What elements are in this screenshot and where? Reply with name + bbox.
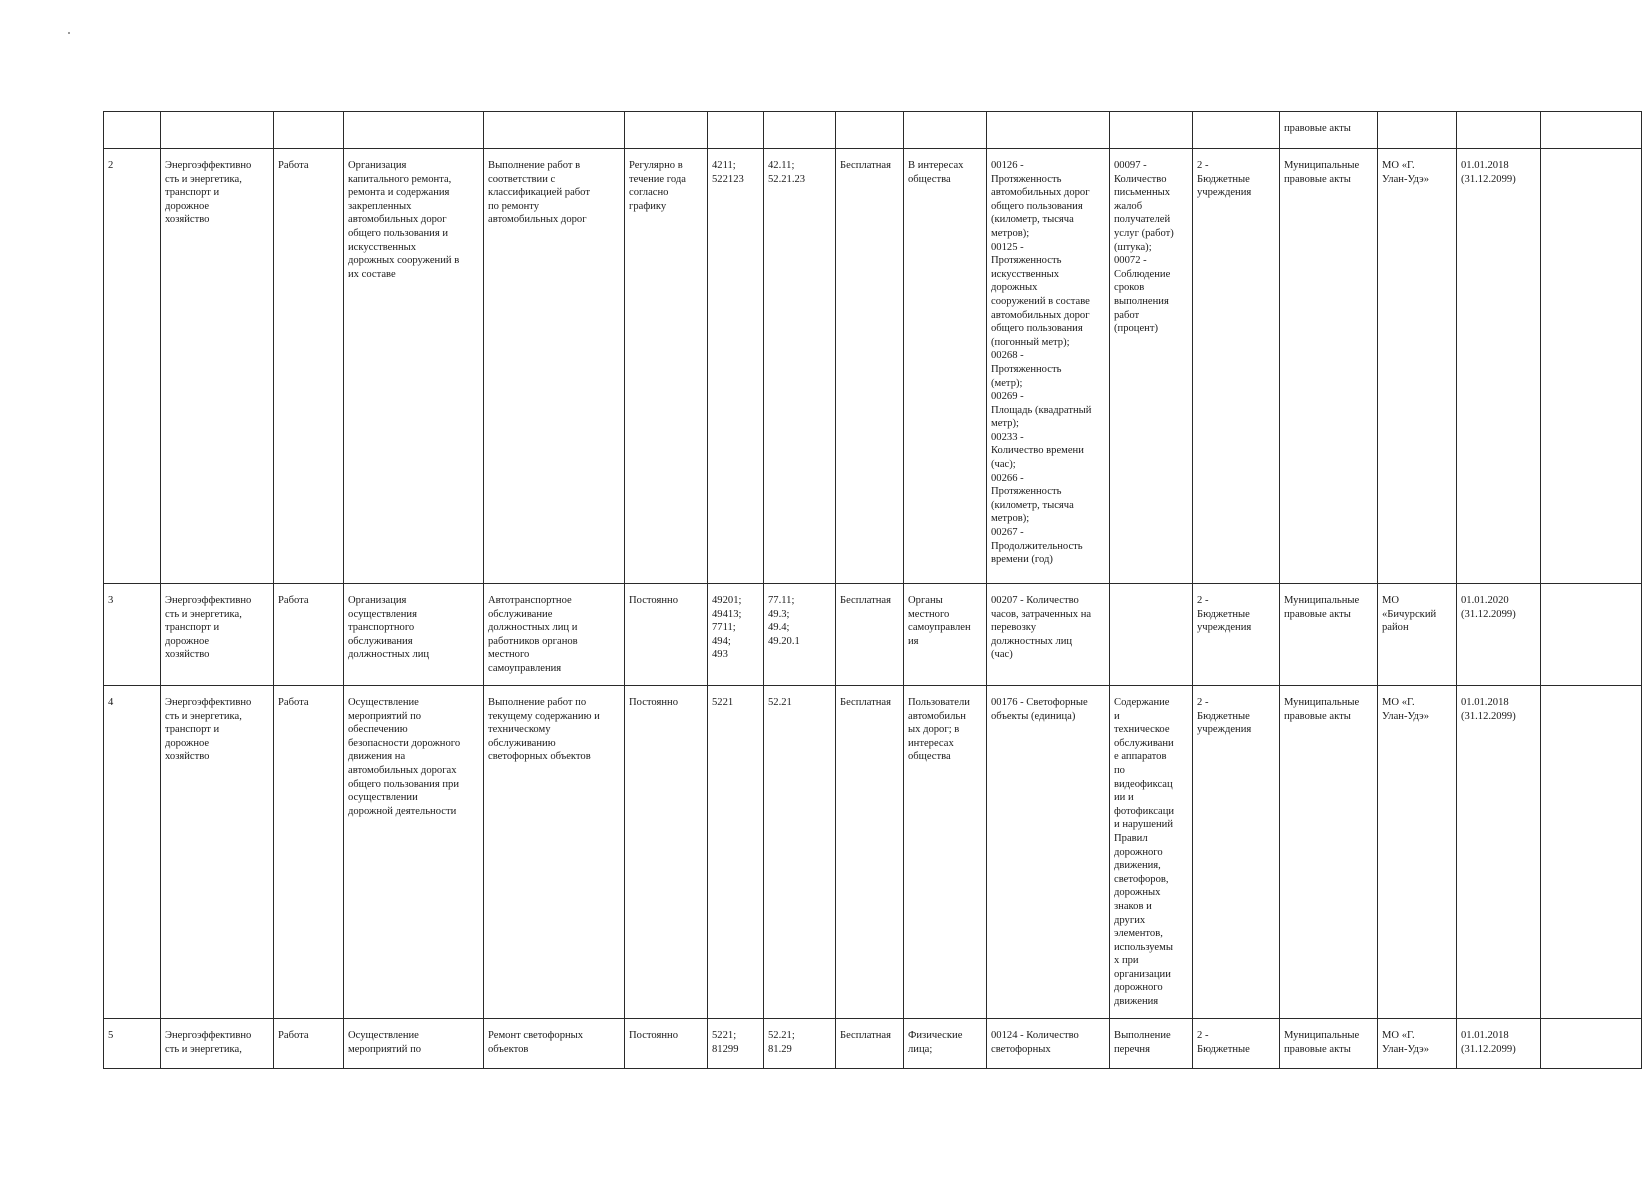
cell-municipality: МО «Бичурский район xyxy=(1378,584,1457,686)
table-row xyxy=(104,584,1642,686)
cell-extra xyxy=(1541,686,1642,1019)
cell-empty xyxy=(344,112,484,149)
cell-volume-indicators: 00176 - Светофорные объекты (единица) xyxy=(987,686,1110,1019)
cell-empty xyxy=(987,112,1110,149)
cell-sphere: Энергоэффективно сть и энергетика, транспорт и дорожное хозяйство xyxy=(161,584,274,686)
cell-empty xyxy=(104,112,161,149)
cell-okved: 49201; 49413; 7711; 494; 493 xyxy=(708,584,764,686)
cell-legal-acts: Муниципальные правовые акты xyxy=(1280,584,1378,686)
cell-quality-indicators: 00097 - Количество письменных жалоб получателей услуг (работ) (штука); 00072 - Соблюдение сроков выполнения работ (процент) xyxy=(1110,149,1193,584)
cell-empty xyxy=(904,112,987,149)
cell-institution-type: 2 - Бюджетные xyxy=(1193,1019,1280,1069)
cell-type: Работа xyxy=(274,584,344,686)
cell-name: Организация капитального ремонта, ремонта и содержания закрепленных автомобильных дорог общего пользования и искусственных дорожных сооружений в их составе xyxy=(344,149,484,584)
cell-type: Работа xyxy=(274,1019,344,1069)
cell-empty xyxy=(274,112,344,149)
cell-content: Выполнение работ в соответствии с классификацией работ по ремонту автомобильных дорог xyxy=(484,149,625,584)
cell-extra xyxy=(1541,149,1642,584)
table-row xyxy=(104,1019,1642,1069)
cell-conditions: Постоянно xyxy=(625,584,708,686)
cell-empty xyxy=(1457,112,1541,149)
cell-quality-indicators xyxy=(1110,584,1193,686)
cell-municipality: МО «Г. Улан-Удэ» xyxy=(1378,686,1457,1019)
cell-number: 5 xyxy=(104,1019,161,1069)
cell-empty xyxy=(764,112,836,149)
cell-empty xyxy=(1541,112,1642,149)
cell-okved: 5221 xyxy=(708,686,764,1019)
cell-okved2: 52.21; 81.29 xyxy=(764,1019,836,1069)
cell-sphere: Энергоэффективно сть и энергетика, транспорт и дорожное хозяйство xyxy=(161,149,274,584)
cell-dates: 01.01.2018 (31.12.2099) xyxy=(1457,1019,1541,1069)
cell-type: Работа xyxy=(274,149,344,584)
cell-municipality: МО «Г. Улан-Удэ» xyxy=(1378,1019,1457,1069)
cell-legal-acts: Муниципальные правовые акты xyxy=(1280,149,1378,584)
registry-table xyxy=(103,111,1642,1069)
cell-legal-acts: Муниципальные правовые акты xyxy=(1280,686,1378,1019)
cell-legal-acts-fragment: правовые акты xyxy=(1280,112,1378,149)
cell-volume-indicators: 00126 - Протяженность автомобильных дорог общего пользования (километр, тысяча метров); 00125 - Протяженность искусственных дорожных сооружений в составе автомобильных дорог общего пользования (погонный метр); 00268 - Протяженность (метр); 00269 - Площадь (квадратный метр); 00233 - Количество времени (час); 00266 - Протяженность (километр, тысяча метров); 00267 - Продолжительность времени (год) xyxy=(987,149,1110,584)
cell-volume-indicators: 00124 - Количество светофорных xyxy=(987,1019,1110,1069)
cell-volume-indicators: 00207 - Количество часов, затраченных на перевозку должностных лиц (час) xyxy=(987,584,1110,686)
cell-content: Выполнение работ по текущему содержанию и техническому обслуживанию светофорных объектов xyxy=(484,686,625,1019)
cell-payment: Бесплатная xyxy=(836,584,904,686)
cell-dates: 01.01.2018 (31.12.2099) xyxy=(1457,149,1541,584)
cell-quality-indicators: Выполнение перечня xyxy=(1110,1019,1193,1069)
cell-okved2: 42.11; 52.21.23 xyxy=(764,149,836,584)
cell-extra xyxy=(1541,1019,1642,1069)
cell-type: Работа xyxy=(274,686,344,1019)
scan-speck xyxy=(68,32,70,34)
cell-payment: Бесплатная xyxy=(836,1019,904,1069)
cell-name: Организация осуществления транспортного обслуживания должностных лиц xyxy=(344,584,484,686)
cell-extra xyxy=(1541,584,1642,686)
cell-okved2: 52.21 xyxy=(764,686,836,1019)
cell-sphere: Энергоэффективно сть и энергетика, транспорт и дорожное хозяйство xyxy=(161,686,274,1019)
cell-empty xyxy=(161,112,274,149)
cell-consumers: Физические лица; xyxy=(904,1019,987,1069)
cell-empty xyxy=(836,112,904,149)
cell-conditions: Регулярно в течение года согласно графику xyxy=(625,149,708,584)
cell-consumers: Пользователи автомобильн ых дорог; в интересах общества xyxy=(904,686,987,1019)
cell-empty xyxy=(484,112,625,149)
cell-content: Ремонт светофорных объектов xyxy=(484,1019,625,1069)
cell-institution-type: 2 - Бюджетные учреждения xyxy=(1193,149,1280,584)
table-row-header-fragment xyxy=(104,112,1642,149)
cell-name: Осуществление мероприятий по обеспечению безопасности дорожного движения на автомобильных дорогах общего пользования при осуществлении дорожной деятельности xyxy=(344,686,484,1019)
table-row xyxy=(104,149,1642,584)
cell-sphere: Энергоэффективно сть и энергетика, xyxy=(161,1019,274,1069)
cell-empty xyxy=(708,112,764,149)
cell-consumers: В интересах общества xyxy=(904,149,987,584)
cell-okved2: 77.11; 49.3; 49.4; 49.20.1 xyxy=(764,584,836,686)
cell-legal-acts: Муниципальные правовые акты xyxy=(1280,1019,1378,1069)
cell-empty xyxy=(1193,112,1280,149)
cell-dates: 01.01.2020 (31.12.2099) xyxy=(1457,584,1541,686)
cell-payment: Бесплатная xyxy=(836,686,904,1019)
cell-content: Автотранспортное обслуживание должностных лиц и работников органов местного самоуправления xyxy=(484,584,625,686)
table-row xyxy=(104,686,1642,1019)
cell-institution-type: 2 - Бюджетные учреждения xyxy=(1193,584,1280,686)
cell-conditions: Постоянно xyxy=(625,686,708,1019)
cell-municipality: МО «Г. Улан-Удэ» xyxy=(1378,149,1457,584)
cell-institution-type: 2 - Бюджетные учреждения xyxy=(1193,686,1280,1019)
cell-number: 2 xyxy=(104,149,161,584)
cell-empty xyxy=(1110,112,1193,149)
cell-okved: 5221; 81299 xyxy=(708,1019,764,1069)
cell-consumers: Органы местного самоуправлен ия xyxy=(904,584,987,686)
cell-conditions: Постоянно xyxy=(625,1019,708,1069)
cell-payment: Бесплатная xyxy=(836,149,904,584)
cell-empty xyxy=(1378,112,1457,149)
cell-number: 4 xyxy=(104,686,161,1019)
cell-okved: 4211; 522123 xyxy=(708,149,764,584)
cell-number: 3 xyxy=(104,584,161,686)
cell-name: Осуществление мероприятий по xyxy=(344,1019,484,1069)
cell-empty xyxy=(625,112,708,149)
cell-quality-indicators: Содержание и техническое обслуживани е аппаратов по видеофиксац ии и фотофиксаци и нарушений Правил дорожного движения, светофоров, дорожных знаков и других элементов, используемы х при организации дорожного движения xyxy=(1110,686,1193,1019)
cell-dates: 01.01.2018 (31.12.2099) xyxy=(1457,686,1541,1019)
